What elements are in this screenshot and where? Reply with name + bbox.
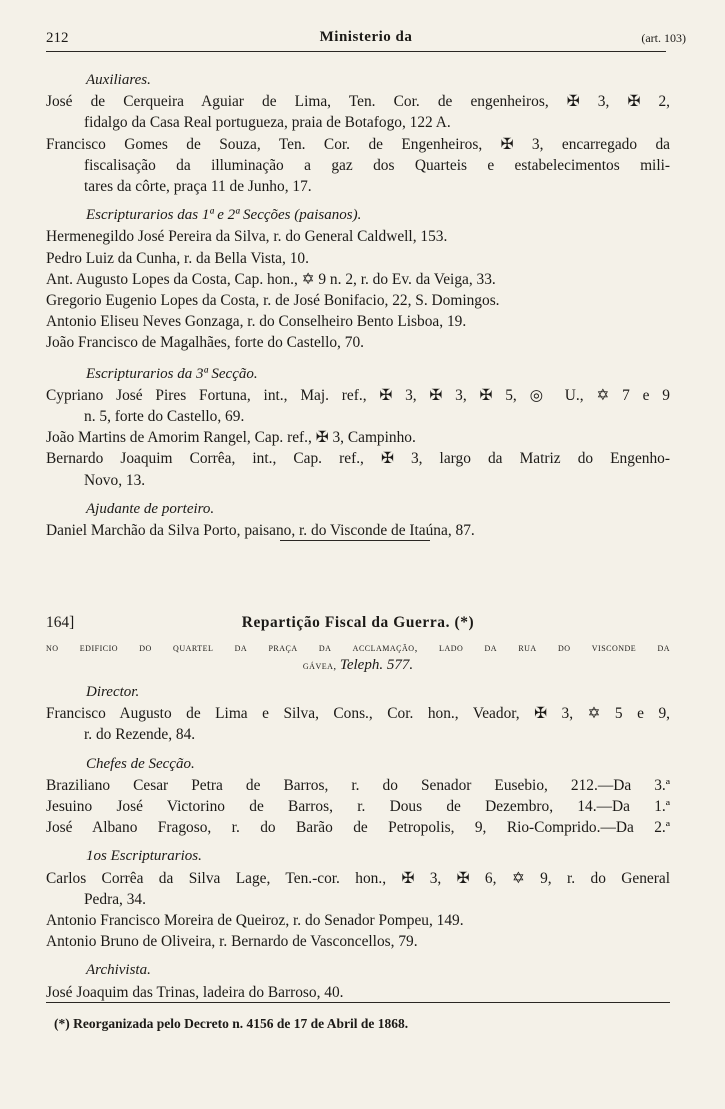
page-header xyxy=(46,26,686,50)
list-item: Francisco Gomes de Souza, Ten. Cor. de Engenheiros, ✠ 3, encarregado da fiscalisação da illuminação a gaz dos Quarteis e estabelecimentos mili- tares da côrte, praça 11 de Junho, 17. xyxy=(46,135,670,196)
header-rule xyxy=(46,51,666,52)
list-item: Hermenegildo José Pereira da Silva, r. do General Caldwell, 153. xyxy=(46,228,448,246)
list-item: Ant. Augusto Lopes da Costa, Cap. hon., ✡ 9 n. 2, r. do Ev. da Veiga, 33. xyxy=(46,270,496,288)
archivista-heading: Archivista. xyxy=(86,962,151,979)
chefes-heading: Chefes de Secção. xyxy=(86,755,195,772)
list-item: Carlos Corrêa da Silva Lage, Ten.-cor. hon., ✠ 3, ✠ 6, ✡ 9, r. do General Pedra, 34. xyxy=(46,869,670,908)
section-divider xyxy=(280,540,430,541)
list-item: José de Cerqueira Aguiar de Lima, Ten. Cor. de engenheiros, ✠ 3, ✠ 2, fidalgo da Casa Real portugueza, praia de Botafogo, 122 A. xyxy=(46,93,670,132)
escripturarios-12-heading: Escripturarios das 1ª e 2ª Secções (paisanos). xyxy=(86,207,362,224)
telephone: Teleph. 577. xyxy=(339,657,414,673)
list-item: José Albano Fragoso, r. do Barão de Petropolis, 9, Rio-Comprido.—Da 2.ª xyxy=(46,819,670,837)
list-item: Antonio Eliseu Neves Gonzaga, r. do Conselheiro Bento Lisboa, 19. xyxy=(46,313,467,331)
section-location: no edificio do quartel da praça da acclamação, lado da rua do visconde da gávea, Teleph. 577. xyxy=(46,642,670,673)
list-item: João Francisco de Magalhães, forte do Castello, 70. xyxy=(46,334,364,352)
primeiros-heading: 1os Escripturarios. xyxy=(86,848,202,865)
article-reference: (art. 103) xyxy=(641,31,686,45)
list-item: Francisco Augusto de Lima e Silva, Cons., Cor. hon., Veador, ✠ 3, ✡ 5 e 9, r. do Rezende, 84. xyxy=(46,705,670,744)
list-item: João Martins de Amorim Rangel, Cap. ref., ✠ 3, Campinho. xyxy=(46,429,416,447)
list-item: Daniel Marchão da Silva Porto, paisano, r. do Visconde de Itaúna, 87. xyxy=(46,522,475,540)
page-number: 212 xyxy=(46,30,69,46)
staff-list-block xyxy=(46,70,670,541)
list-item: Antonio Bruno de Oliveira, r. Bernardo de Vasconcellos, 79. xyxy=(46,933,418,951)
list-item: Cypriano José Pires Fortuna, int., Maj. ref., ✠ 3, ✠ 3, ✠ 5, ◎ U., ✡ 7 e 9 n. 5, forte do Castello, 69. xyxy=(46,386,670,426)
director-heading: Director. xyxy=(86,684,140,700)
list-item: Gregorio Eugenio Lopes da Costa, r. de José Bonifacio, 22, S. Domingos. xyxy=(46,292,500,310)
auxiliares-heading: Auxiliares. xyxy=(86,72,151,88)
list-item: Pedro Luiz da Cunha, r. da Bella Vista, 10. xyxy=(46,249,309,267)
escripturarios-3-heading: Escripturarios da 3ª Secção. xyxy=(86,365,258,382)
footnote: (*) Reorganizada pelo Decreto n. 4156 de 17 de Abril de 1868. xyxy=(54,1016,409,1031)
ajudante-heading: Ajudante de porteiro. xyxy=(86,500,215,517)
section-title: Repartição Fiscal da Guerra. (*) xyxy=(241,614,475,631)
footnote-rule xyxy=(46,1002,670,1003)
repartition-staff-block xyxy=(46,682,670,1003)
list-item: Bernardo Joaquim Corrêa, int., Cap. ref., ✠ 3, largo da Matriz do Engenho- Novo, 13. xyxy=(46,450,670,489)
list-item: José Joaquim das Trinas, ladeira do Barroso, 40. xyxy=(46,983,344,1001)
list-item: Antonio Francisco Moreira de Queiroz, r. do Senador Pompeu, 149. xyxy=(46,912,464,930)
list-item: Braziliano Cesar Petra de Barros, r. do Senador Eusebio, 212.—Da 3.ª xyxy=(46,776,670,794)
running-title: Ministerio da xyxy=(319,29,413,45)
list-item: Jesuino José Victorino de Barros, r. Dous de Dezembro, 14.—Da 1.ª xyxy=(46,798,670,816)
section-number: 164] xyxy=(46,614,75,631)
